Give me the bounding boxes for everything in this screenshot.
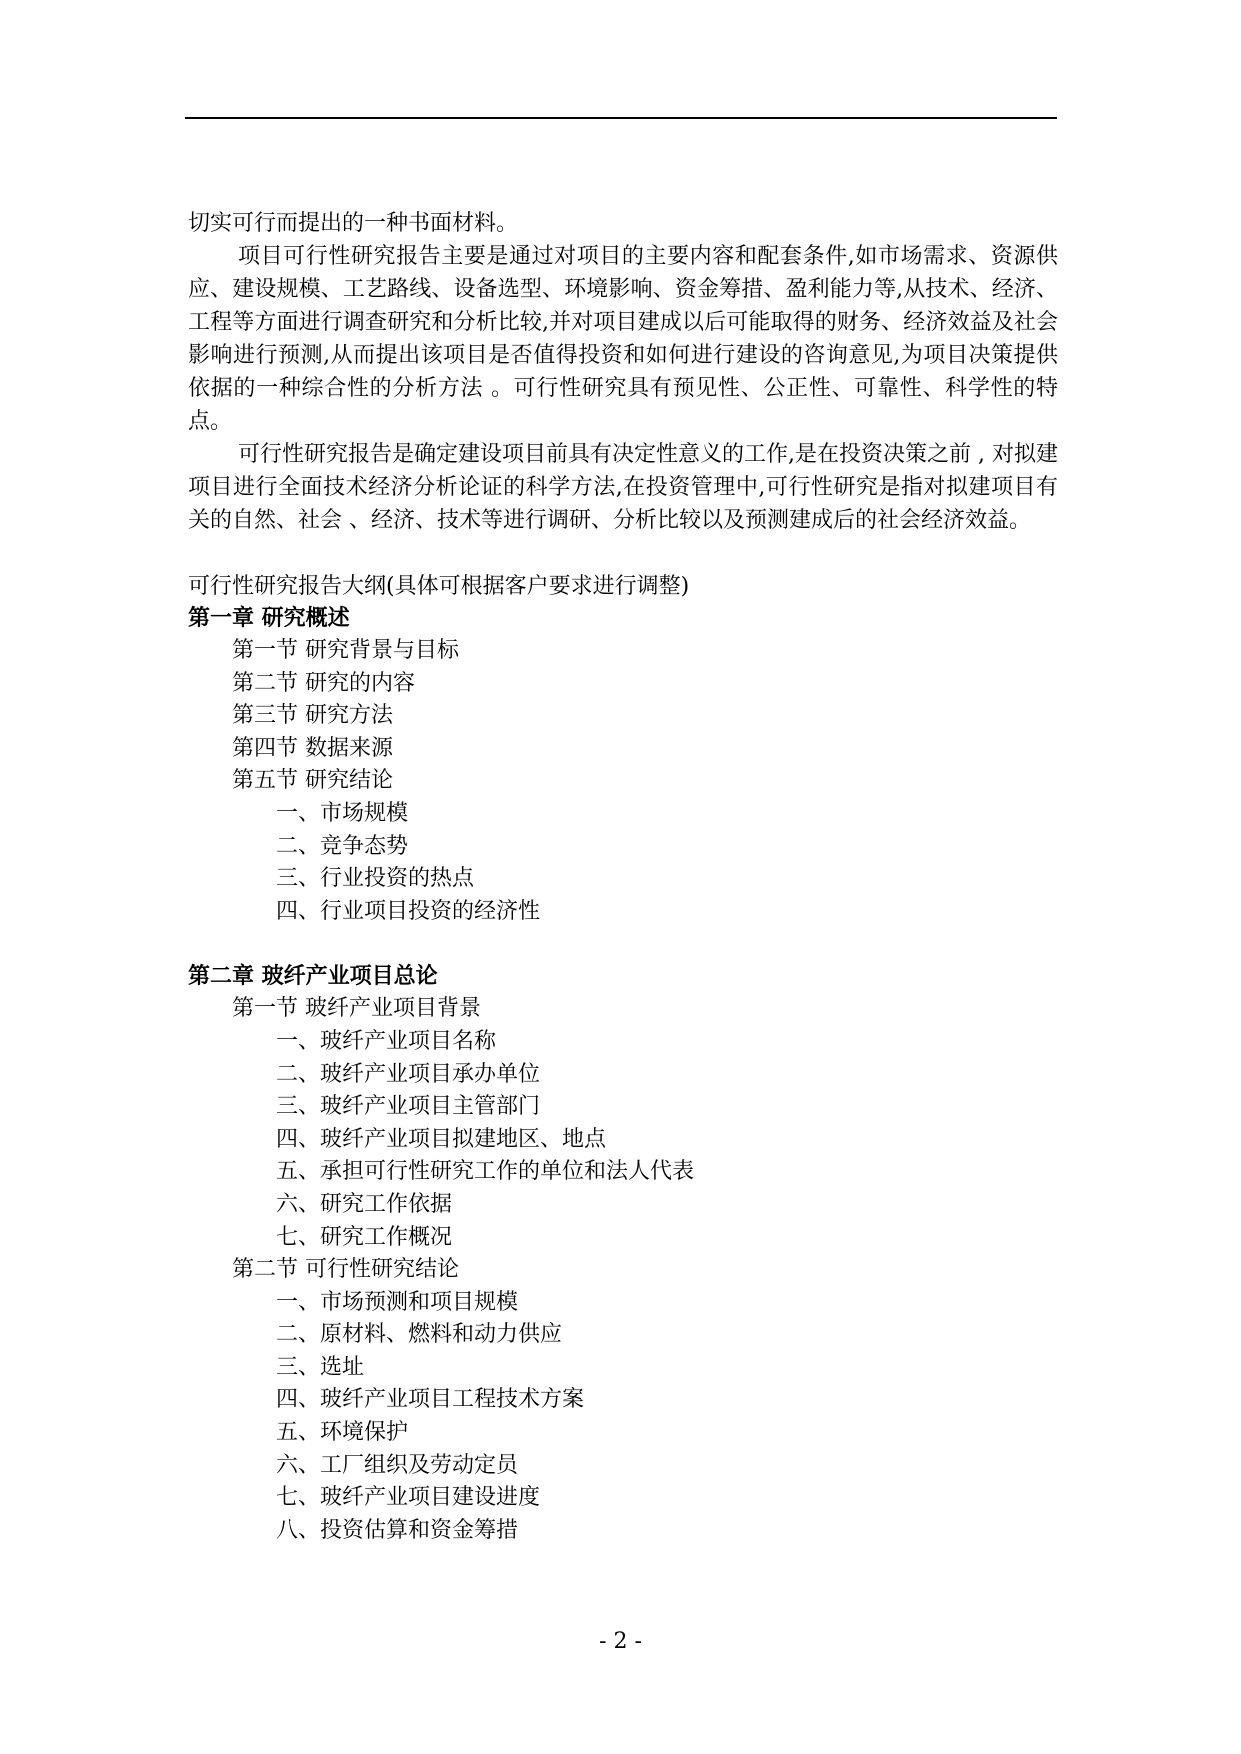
section-heading: 第四节 数据来源 [232,735,393,761]
outline-item: 四、玻纤产业项目工程技术方案 [276,1387,585,1413]
section-heading: 第一节 研究背景与目标 [232,638,459,663]
outline-item: 五、环境保护 [276,1420,409,1446]
section-heading: 第二节 可行性研究结论 [232,1257,459,1283]
page-content [188,207,1058,1547]
body-paragraph: 切实可行而提出的一种书面材料。 [188,211,519,236]
section-heading: 第五节 研究结论 [232,768,393,794]
outline-item: 三、行业投资的热点 [276,866,475,892]
outline-item: 二、玻纤产业项目承办单位 [276,1061,541,1087]
outline-item: 三、选址 [276,1354,365,1380]
header-rule [185,117,1057,119]
outline-item: 三、玻纤产业项目主管部门 [276,1094,541,1120]
section-heading: 第一节 玻纤产业项目背景 [232,996,481,1022]
outline-list [188,603,1058,1547]
outline-item: 八、投资估算和资金筹措 [276,1517,519,1543]
body-paragraph: 可行性研究报告是确定建设项目前具有决定性意义的工作,是在投资决策之前 , 对拟建项目进行全面技术经济分析论证的科学方法,在投资管理中,可行性研究是指对拟建项目有关的自然、社会 、经济、技术等进行调研、分析比较以及预测建成后的社会经济效益。 [188,442,1058,533]
outline-item: 四、行业项目投资的经济性 [276,898,541,924]
chapter-heading: 第一章 研究概述 [188,606,350,631]
page-number: - 2 - [599,1629,642,1654]
chapter-heading: 第二章 玻纤产业项目总论 [188,964,438,990]
outline-item: 一、市场预测和项目规模 [276,1289,519,1315]
outline-item: 二、竞争态势 [276,833,409,859]
outline-item: 五、承担可行性研究工作的单位和法人代表 [276,1159,695,1185]
outline-item: 七、玻纤产业项目建设进度 [276,1485,541,1511]
section-heading: 第二节 研究的内容 [232,670,415,696]
outline-item: 七、研究工作概况 [276,1224,453,1250]
outline-title: 可行性研究报告大纲(具体可根据客户要求进行调整) [188,574,690,599]
outline-item: 四、玻纤产业项目拟建地区、地点 [276,1126,607,1152]
outline-item: 一、玻纤产业项目名称 [276,1028,497,1054]
section-heading: 第三节 研究方法 [232,703,393,729]
outline-item: 六、工厂组织及劳动定员 [276,1452,519,1478]
outline-item: 一、市场规模 [276,800,409,826]
outline-item: 二、原材料、燃料和动力供应 [276,1322,563,1348]
outline-item: 六、研究工作依据 [276,1191,453,1217]
body-paragraph: 项目可行性研究报告主要是通过对项目的主要内容和配套条件,如市场需求、资源供应、建设规模、工艺路线、设备选型、环境影响、资金筹措、盈利能力等,从技术、经济、工程等方面进行调查研究和分析比较,并对项目建成以后可能取得的财务、经济效益及社会影响进行预测,从而提出该项目是否值得投资和如何进行建设的咨询意见,为项目决策提供依据的一种综合性的分析方法 。可行性研究具有预见性、公正性、可靠性、科学性的特点。 [188,244,1058,434]
